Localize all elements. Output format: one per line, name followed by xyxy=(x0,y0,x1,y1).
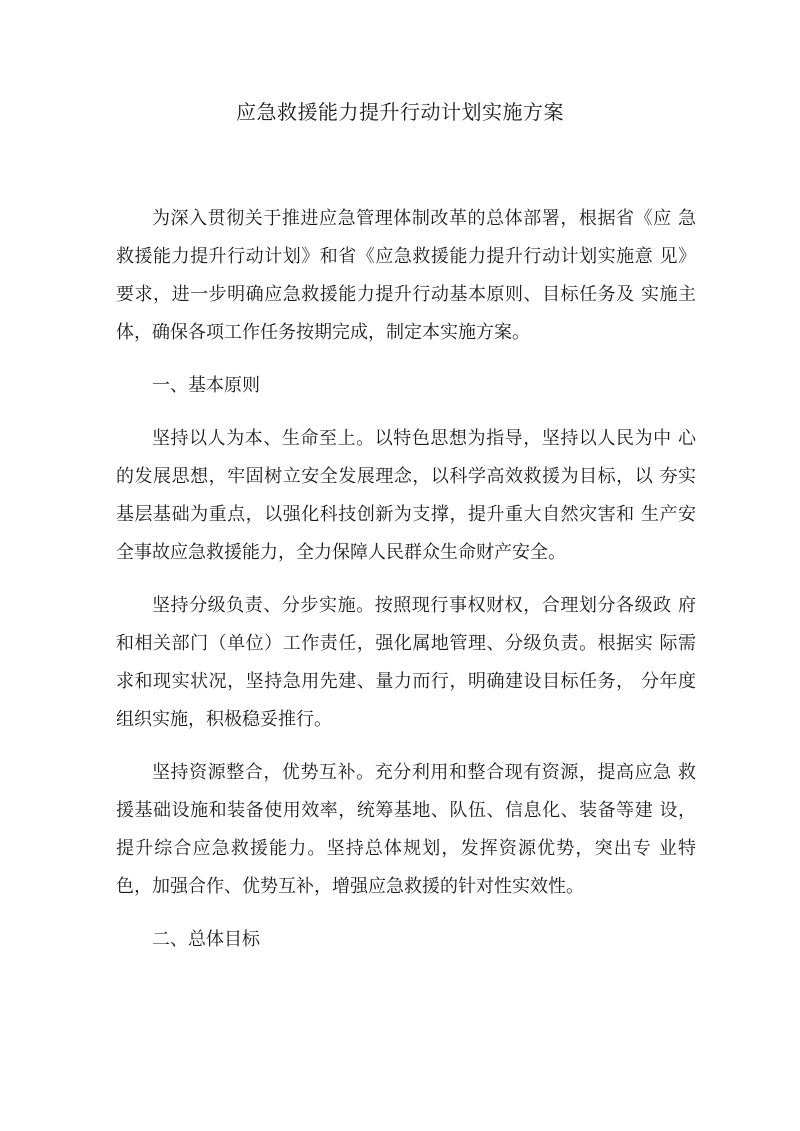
intro-paragraph: 为深入贯彻关于推进应急管理体制改革的总体部署，根据省《应 急救援能力提升行动计划》和省《应急救援能力提升行动计划实施意 见》要求，进一步明确应急救援能力提升行动基本原则、目标任务及 实施主体，确保各项工作任务按期完成，制定本实施方案。 xyxy=(116,208,696,343)
section-heading-basic-principles: 一、基本原则 xyxy=(152,375,260,396)
principle-paragraph-resource-integration: 坚持资源整合，优势互补。充分利用和整合现有资源，提高应急 救援基础设施和装备使用效率，统筹基地、队伍、信息化、装备等建 设，提升综合应急救援能力。坚持总体规划，发挥资源优势，突出专 业特色，加强合作、优势互补，增强应急救援的针对性实效性。 xyxy=(116,762,696,897)
document-body xyxy=(116,200,696,974)
section-heading-overall-goals: 二、总体目标 xyxy=(152,929,260,950)
principle-paragraph-graded-responsibility: 坚持分级负责、分步实施。按照现行事权财权，合理划分各级政 府和相关部门（单位）工作责任，强化属地管理、分级负责。根据实 际需求和现实状况，坚持急用先建、量力而行，明确建设目标任务， 分年度组织实施，积极稳妥推行。 xyxy=(116,595,696,730)
document-title: 应急救援能力提升行动计划实施方案 xyxy=(236,100,564,124)
principle-paragraph-people-first: 坚持以人为本、生命至上。以特色思想为指导，坚持以人民为中 心的发展思想，牢固树立安全发展理念，以科学高效救援为目标，以 夯实基层基础为重点，以强化科技创新为支撑，提升重大自然灾害和 生产安全事故应急救援能力，全力保障人民群众生命财产安全。 xyxy=(116,428,696,563)
